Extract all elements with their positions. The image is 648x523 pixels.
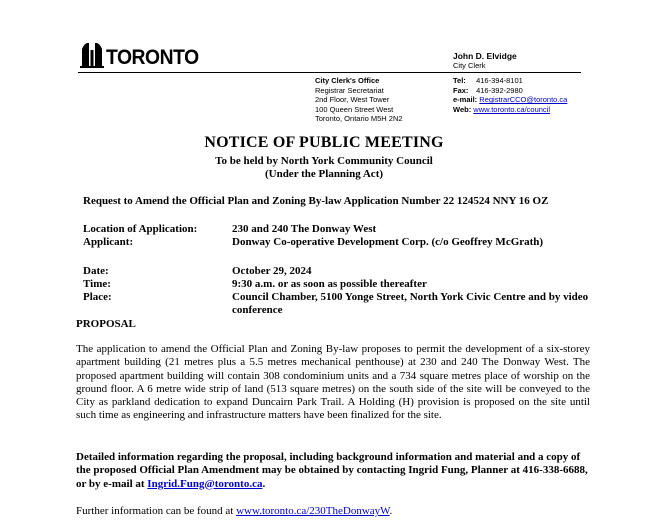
notice-title: NOTICE OF PUBLIC MEETING	[204, 134, 444, 151]
web-label: Web:	[453, 104, 472, 114]
request-heading: Request to Amend the Official Plan and Zoning By-law Application Number 22 124524 NNY 16 OZ	[83, 195, 549, 207]
office-line: Toronto, Ontario M5H 2N2	[315, 114, 403, 124]
office-heading: City Clerk's Office	[315, 76, 380, 85]
planner-email-link[interactable]: Ingrid.Fung@toronto.ca	[147, 477, 263, 490]
applicant-label: Applicant:	[83, 236, 134, 248]
contact-info	[453, 76, 567, 114]
location-value: 230 and 240 The Donway West	[232, 223, 377, 235]
city-hall-logo-icon	[80, 40, 104, 68]
tel-label: Tel:	[453, 76, 466, 85]
office-address	[315, 76, 403, 124]
detail-end: .	[262, 477, 266, 490]
council-web-link[interactable]: www.toronto.ca/council	[473, 104, 550, 114]
date-value: October 29, 2024	[232, 265, 312, 277]
fax-label: Fax:	[453, 85, 469, 95]
time-value: 9:30 a.m. or as soon as possible thereafter	[232, 278, 427, 290]
place-label: Place:	[83, 291, 112, 303]
date-label: Date:	[83, 265, 109, 277]
office-line: Registrar Secretariat	[315, 85, 384, 95]
clerk-email-link[interactable]: RegistrarCCO@toronto.ca	[479, 95, 568, 105]
further-info-link[interactable]: www.toronto.ca/230TheDonwayW	[236, 505, 390, 517]
further-info	[76, 505, 392, 517]
detail-text: Detailed information regarding the proposal, including background information and material and a copy of the proposed Official Plan Amendment may be obtained by contacting Ingrid Fung, Planner at 416-338-6688, or by e-mail at	[76, 451, 588, 490]
email-label: e-mail:	[453, 95, 478, 105]
notice-subtitle: To be held by North York Community Council	[215, 155, 433, 167]
tel-value: 416-394-8101	[476, 76, 523, 85]
clerk-title: City Clerk	[453, 61, 486, 70]
further-end: .	[389, 505, 393, 517]
proposal-heading: PROPOSAL	[76, 318, 136, 330]
clerk-name: John D. Elvidge	[453, 51, 517, 61]
logo-wordmark: TORONTO	[106, 46, 199, 69]
header-divider	[78, 72, 581, 73]
place-value: Council Chamber, 5100 Yonge Street, North York Civic Centre and by video conference	[232, 291, 589, 316]
time-label: Time:	[83, 278, 111, 290]
proposal-body: The application to amend the Official Plan and Zoning By-law proposes to permit the development of a six-storey apartment building (21 metres plus a 5.5 metres mechanical penthouse) at 230 and 240 The Donway West. The proposed apartment building will contain 308 condominium units and a 734 square metres place of worship on the ground floor. A 6 metre wide strip of land (513 square metres) on the south side of the site will be conveyed to the City as parkland dedication to expand Duncairn Park Trail. A Holding (H) provision is proposed on the site until such time as engineering and infrastructure matters have been finalized for the site.	[76, 343, 590, 422]
detail-paragraph	[76, 451, 590, 491]
office-line: 2nd Floor, West Tower	[315, 95, 390, 105]
applicant-value: Donway Co-operative Development Corp. (c/o Geoffrey McGrath)	[232, 236, 544, 248]
toronto-logo	[80, 40, 199, 70]
notice-subtitle-act: (Under the Planning Act)	[264, 168, 384, 180]
further-text: Further information can be found at	[76, 505, 234, 517]
fax-value: 416-392-2980	[476, 85, 523, 95]
location-label: Location of Application:	[83, 223, 198, 235]
office-line: 100 Queen Street West	[315, 104, 394, 114]
